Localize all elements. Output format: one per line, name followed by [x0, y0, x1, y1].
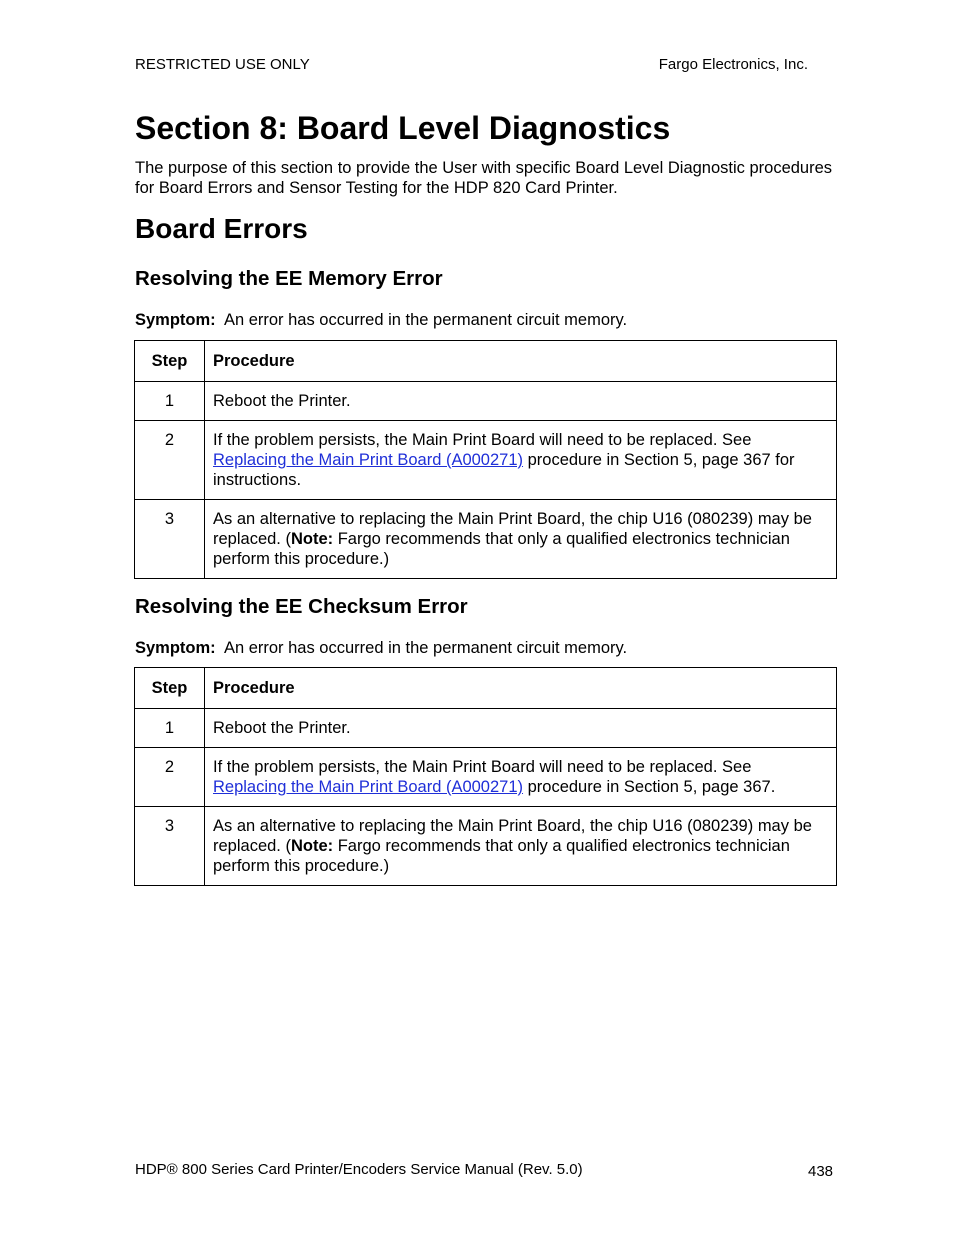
procedure-text — [205, 500, 837, 579]
intro-paragraph: The purpose of this section to provide the User with specific Board Level Diagnostic procedures for Board Errors and Sensor Testing for the HDP 820 Card Printer. — [135, 159, 833, 197]
step-number: 2 — [135, 748, 205, 807]
board-errors-heading: Board Errors — [135, 213, 308, 244]
procedure-table-ee-checksum — [134, 667, 837, 886]
procedure-text — [205, 807, 837, 886]
symptom-text: An error has occurred in the permanent circuit memory. — [223, 311, 628, 329]
step-number: 3 — [135, 500, 205, 579]
table-header-row — [135, 668, 837, 709]
table-row — [135, 500, 837, 579]
procedure-text-post: Fargo recommends that only a qualified electronics technician perform this procedure.) — [213, 530, 790, 568]
procedure-text-pre: If the problem persists, the Main Print Board will need to be replaced. See — [213, 758, 752, 776]
table-header-row — [135, 341, 837, 382]
page-number: 438 — [808, 1163, 834, 1180]
page-title: Section 8: Board Level Diagnostics — [135, 110, 671, 146]
symptom-label: Symptom: — [135, 639, 216, 657]
procedure-text-post: Fargo recommends that only a qualified electronics technician perform this procedure.) — [213, 837, 790, 875]
step-number: 1 — [135, 709, 205, 748]
procedure-text-post: procedure in Section 5, page 367 for instructions. — [213, 451, 795, 489]
procedure-text-pre: As an alternative to replacing the Main Print Board, the chip U16 (080239) may be replaced. ( — [213, 510, 812, 548]
footer-text: HDP® 800 Series Card Printer/Encoders Service Manual (Rev. 5.0) — [135, 1161, 583, 1178]
col-step: Step — [135, 341, 205, 382]
procedure-text-pre: As an alternative to replacing the Main Print Board, the chip U16 (080239) may be replaced. ( — [213, 817, 812, 855]
header-right: Fargo Electronics, Inc. — [658, 56, 808, 73]
col-procedure: Procedure — [205, 341, 837, 382]
procedure-text — [205, 748, 837, 807]
symptom-text: An error has occurred in the permanent circuit memory. — [223, 639, 628, 657]
procedure-text-post: procedure in Section 5, page 367. — [523, 778, 776, 796]
procedure-text: Reboot the Printer. — [205, 382, 837, 421]
procedure-text: Reboot the Printer. — [205, 709, 837, 748]
symptom-ee-memory — [135, 311, 627, 330]
procedure-table-ee-memory — [134, 340, 837, 579]
procedure-text — [205, 421, 837, 500]
step-number: 3 — [135, 807, 205, 886]
step-number: 2 — [135, 421, 205, 500]
col-procedure: Procedure — [205, 668, 837, 709]
section-heading-ee-memory: Resolving the EE Memory Error — [135, 267, 443, 290]
table-row — [135, 748, 837, 807]
note-label: Note: — [290, 837, 334, 855]
table-row — [135, 421, 837, 500]
table-row — [135, 807, 837, 886]
symptom-label: Symptom: — [135, 311, 216, 329]
step-number: 1 — [135, 382, 205, 421]
note-label: Note: — [290, 530, 334, 548]
col-step: Step — [135, 668, 205, 709]
replacing-main-print-board-link[interactable]: Replacing the Main Print Board (A000271) — [213, 451, 524, 469]
replacing-main-print-board-link[interactable]: Replacing the Main Print Board (A000271) — [213, 778, 524, 796]
procedure-text-pre: If the problem persists, the Main Print Board will need to be replaced. See — [213, 431, 752, 449]
table-row — [135, 709, 837, 748]
header-left: RESTRICTED USE ONLY — [135, 56, 310, 73]
section-heading-ee-checksum: Resolving the EE Checksum Error — [135, 595, 468, 618]
table-row — [135, 382, 837, 421]
symptom-ee-checksum — [135, 639, 627, 658]
